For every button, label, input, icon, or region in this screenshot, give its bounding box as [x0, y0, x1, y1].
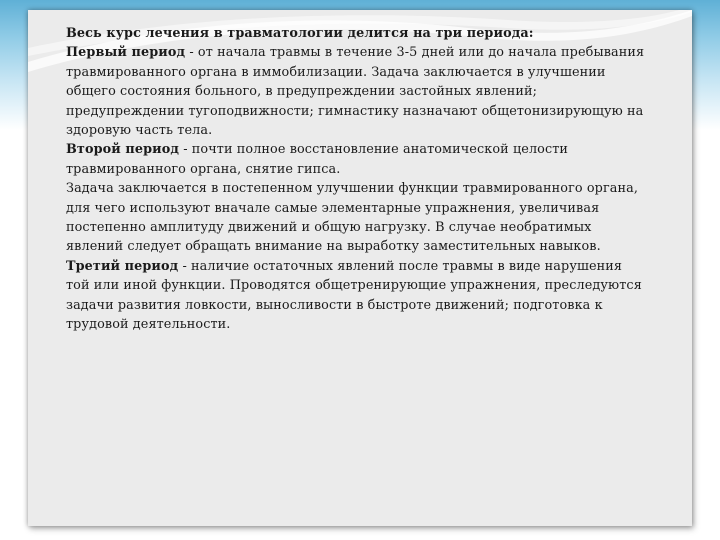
period2-task-paragraph: Задача заключается в постепенном улучшении функции травмированного органа, для чего используют вначале самые элементарные упражнения, увеличивая постепенно амплитуду движений и общую нагрузку. В случае необратимых явлений следует обращать внимание на выработку заместительных навыков. — [66, 181, 639, 255]
period2-text: - почти полное восстановление анатомической целости травмированного органа, снятие гипса. — [66, 142, 569, 177]
intro-heading: Весь курс лечения в травматологии делится на три периода: — [66, 26, 534, 41]
period3-paragraph — [66, 257, 646, 335]
period1-paragraph — [66, 43, 646, 140]
main-text — [66, 24, 646, 335]
period3-title: Третий период — [66, 258, 179, 274]
period3-text: - наличие остаточных явлений после травмы в виде нарушения той или иной функции. Проводятся общетренирующие упражнения, преследуются задачи развития ловкости, выносливости в быстроте движений; подготовка к трудовой деятельности. — [66, 258, 642, 333]
period2-paragraph — [66, 140, 646, 179]
intro-paragraph — [66, 24, 646, 43]
period1-text: - от начала травмы в течение 3-5 дней или до начала пребывания травмированного органа в иммобилизации. Задача заключается в улучшении общего состояния больного, в предупреждении застойных явлений; предупреждении тугоподвижности; гимнастику назначают общетонизирующую на здоровую часть тела. — [66, 45, 645, 139]
period2-title: Второй период — [66, 142, 180, 158]
period1-title: Первый период — [66, 45, 186, 61]
content-panel — [28, 10, 692, 526]
